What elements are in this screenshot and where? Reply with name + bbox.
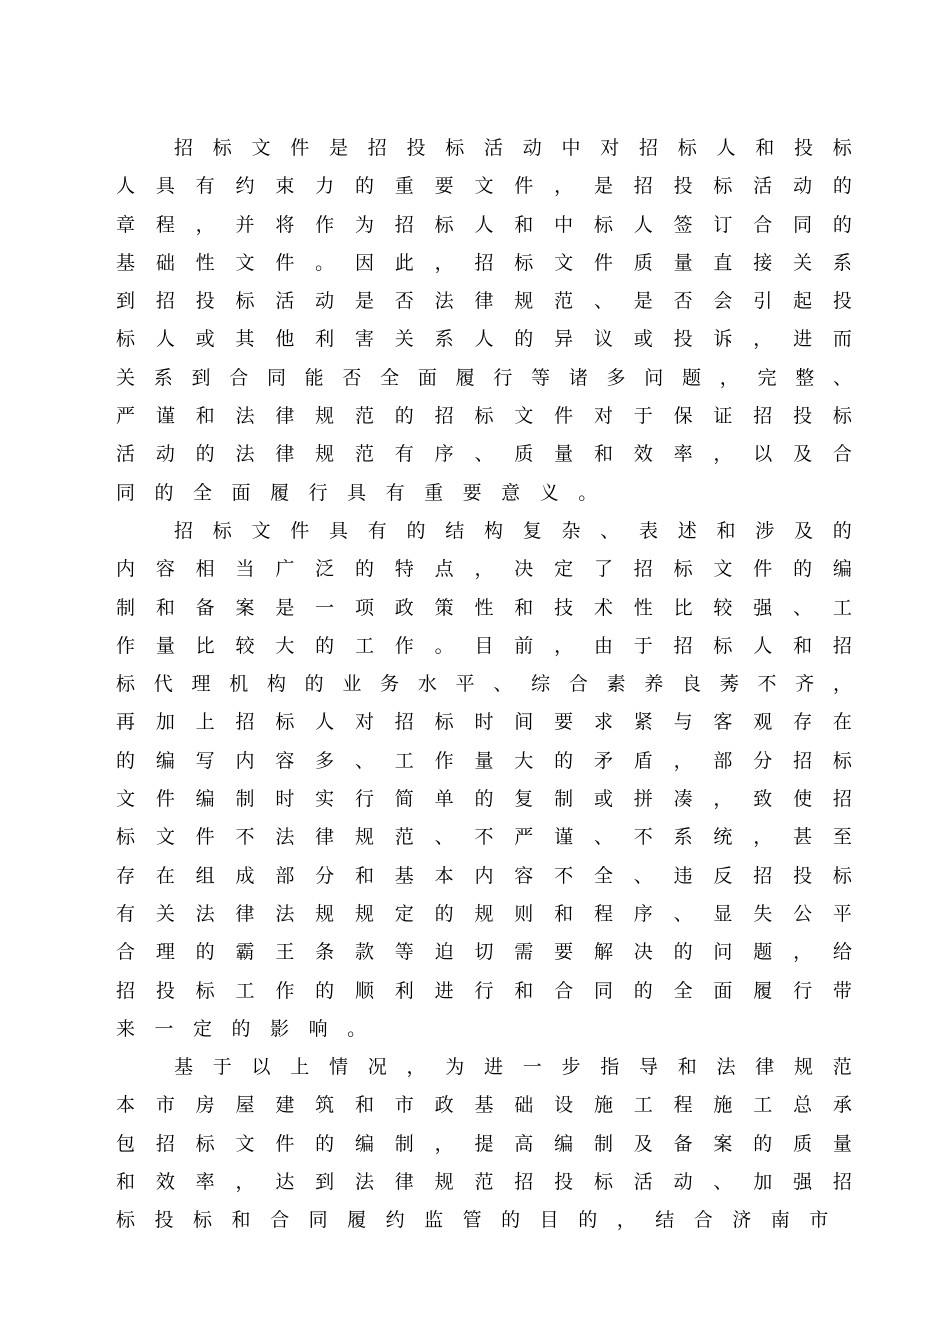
text-line: 人 具 有 约 束 力 的 重 要 文 件 ， 是 招 投 标 活 动 的 xyxy=(116,175,852,198)
paragraph xyxy=(116,512,852,1048)
text-line: 活 动 的 法 律 规 范 有 序 、 质 量 和 效 率 ， 以 及 合 xyxy=(116,443,852,466)
text-line: 文 件 编 制 时 实 行 简 单 的 复 制 或 拼 凑 ， 致 使 招 xyxy=(116,788,852,811)
text-line: 内 容 相 当 广 泛 的 特 点 ， 决 定 了 招 标 文 件 的 编 xyxy=(116,558,852,581)
text-line: 制 和 备 案 是 一 项 政 策 性 和 技 术 性 比 较 强 、 工 xyxy=(116,596,852,619)
text-line: 基 础 性 文 件 。 因 此 ， 招 标 文 件 质 量 直 接 关 系 xyxy=(116,251,852,274)
text-line: 存 在 组 成 部 分 和 基 本 内 容 不 全 、 违 反 招 投 标 xyxy=(116,864,852,887)
text-line: 本 市 房 屋 建 筑 和 市 政 基 础 设 施 工 程 施 工 总 承 xyxy=(116,1094,852,1117)
text-line: 招 标 文 件 具 有 的 结 构 复 杂 、 表 述 和 涉 及 的 xyxy=(174,519,852,542)
text-line: 来 一 定 的 影 响 。 xyxy=(116,1017,367,1040)
text-line: 的 编 写 内 容 多 、 工 作 量 大 的 矛 盾 ， 部 分 招 标 xyxy=(116,749,852,772)
text-line: 合 理 的 霸 王 条 款 等 迫 切 需 要 解 决 的 问 题 ， 给 xyxy=(116,941,852,964)
text-line: 章 程 ， 并 将 作 为 招 标 人 和 中 标 人 签 订 合 同 的 xyxy=(116,213,852,236)
text-line: 关 系 到 合 同 能 否 全 面 履 行 等 诸 多 问 题 ， 完 整 、 xyxy=(116,366,852,389)
text-line: 到 招 投 标 活 动 是 否 法 律 规 范 、 是 否 会 引 起 投 xyxy=(116,290,852,313)
text-line: 标 人 或 其 他 利 害 关 系 人 的 异 议 或 投 诉 ， 进 而 xyxy=(116,328,852,351)
text-line: 招 投 标 工 作 的 顺 利 进 行 和 合 同 的 全 面 履 行 带 xyxy=(116,979,852,1002)
text-line: 作 量 比 较 大 的 工 作 。 目 前 ， 由 于 招 标 人 和 招 xyxy=(116,634,852,657)
text-line: 再 加 上 招 标 人 对 招 标 时 间 要 求 紧 与 客 观 存 在 xyxy=(116,711,852,734)
text-line: 同 的 全 面 履 行 具 有 重 要 意 义 。 xyxy=(116,481,598,504)
text-line: 包 招 标 文 件 的 编 制 ， 提 高 编 制 及 备 案 的 质 量 xyxy=(116,1132,852,1155)
text-line: 严 谨 和 法 律 规 范 的 招 标 文 件 对 于 保 证 招 投 标 xyxy=(116,405,852,428)
text-line: 标 投 标 和 合 同 履 约 监 管 的 目 的 ， 结 合 济 南 市 xyxy=(116,1209,829,1232)
text-line: 招 标 文 件 是 招 投 标 活 动 中 对 招 标 人 和 投 标 xyxy=(174,137,852,159)
paragraph xyxy=(116,129,852,512)
text-line: 和 效 率 ， 达 到 法 律 规 范 招 投 标 活 动 、 加 强 招 xyxy=(116,1171,852,1194)
document-body xyxy=(116,129,852,1240)
paragraph xyxy=(116,1048,852,1239)
text-line: 基 于 以 上 情 况 ， 为 进 一 步 指 导 和 法 律 规 范 xyxy=(174,1056,852,1079)
text-line: 有 关 法 律 法 规 规 定 的 规 则 和 程 序 、 显 失 公 平 xyxy=(116,902,852,925)
text-line: 标 代 理 机 构 的 业 务 水 平 、 综 合 素 养 良 莠 不 齐 ， xyxy=(116,673,852,696)
text-line: 标 文 件 不 法 律 规 范 、 不 严 谨 、 不 系 统 ， 甚 至 xyxy=(116,826,852,849)
